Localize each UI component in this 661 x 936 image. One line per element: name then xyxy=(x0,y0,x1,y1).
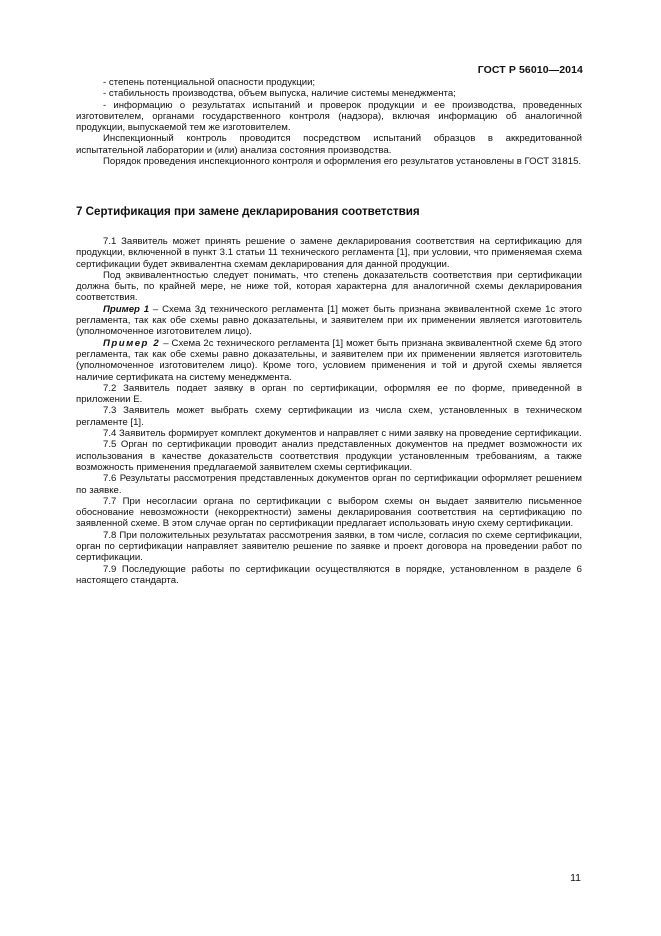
page-number: 11 xyxy=(570,872,581,884)
clause-7-9: 7.9 Последующие работы по сертификации осуществляются в порядке, установленном в разделе 6 настоящего стандарта. xyxy=(76,563,582,586)
clause-7-2: 7.2 Заявитель подает заявку в орган по сертификации, оформляя ее по форме, приведенной в приложении Е. xyxy=(76,382,582,406)
inspection-control-text xyxy=(76,77,582,167)
clause-7-5: 7.5 Орган по сертификации проводит анализ представленных документов на предмет возможности их использования в качестве доказательств соответствия продукции установленным требованиям, а также возможность применения предлагаемой заявителем схемы сертификации. xyxy=(76,439,582,473)
clause-7-6: 7.6 Результаты рассмотрения представленных документов орган по сертификации оформляет решением по заявке. xyxy=(76,473,582,496)
example-1-label: Пример 1 xyxy=(103,303,150,315)
clause-7-1: 7.1 Заявитель может принять решение о замене декларирования соответствия на сертификацию для продукции, включенной в пункт 3.1 статьи 11 технического регламента [1], при условии, что применяемая схема сертификации будет эквивалентна схемам декларирования для данной продукции. xyxy=(76,236,582,270)
clause-7-4: 7.4 Заявитель формирует комплект документов и направляет с ними заявку на проведение сертификации. xyxy=(103,428,582,440)
paragraph-procedure: Порядок проведения инспекционного контроля и оформления его результатов установлены в ГОСТ 31815. xyxy=(103,156,582,168)
list-item-hazard: - степень потенциальной опасности продукции; xyxy=(103,77,316,88)
document-code-header: ГОСТ Р 56010—2014 xyxy=(477,64,583,76)
list-item-test-results: - информацию о результатах испытаний и проверок продукции и ее производства, проведенных изготовителем, органами государственного контроля (надзора), включая информацию об аналогичной продукции, выпускаемой тем же изготовителем. xyxy=(76,99,582,134)
clause-7-7: 7.7 При несогласии органа по сертификации с выбором схемы он выдает заявителю письменное обоснование невозможности (некорректности) замены декларирования соответствия на сертификацию по заявленной схеме. В этом случае орган по сертификации предлагает использовать иную схему сертификации. xyxy=(76,495,582,530)
example-2 xyxy=(76,338,582,383)
clause-7-8: 7.8 При положительных результатах рассмотрения заявки, в том числе, согласия по схеме сертификации, орган по сертификации направляет заявителю решение по заявке и проект договора на проведении работ по сертификации. xyxy=(76,529,582,564)
example-1-text: – Схема 3д технического регламента [1] может быть признана эквивалентной схеме 1с этого регламента, так как обе схемы равно доказательны, и заявителем при их применении является изготовитель (уполномоченное изготовителем лицо). xyxy=(76,303,582,338)
example-2-text: – Схема 2с технического регламента [1] может быть признана эквивалентной схеме 6д этого регламента, так как обе схемы равно доказательны, и заявителем при их применении является изготовитель (уполномоченное изготовителем лицо). Кроме того, условием применения и той и другой схемы является наличие сертификата на систему менеджмента. xyxy=(76,337,582,383)
section-7-body xyxy=(76,236,582,586)
example-1 xyxy=(76,304,582,338)
section-7-heading: 7 Сертификация при замене декларирования соответствия xyxy=(76,205,420,218)
clause-7-1-equivalence: Под эквивалентностью следует понимать, что степень доказательств соответствия при сертификации должна быть, по крайней мере, не ниже той, которая характерна для аналогичной схемы декларирования соответствия. xyxy=(76,269,582,304)
clause-7-3: 7.3 Заявитель может выбрать схему сертификации из числа схем, установленных в техническом регламенте [1]. xyxy=(76,405,582,428)
example-2-label: Пример 2 xyxy=(103,337,161,349)
paragraph-inspection: Инспекционный контроль проводится посредством испытаний образцов в аккредитованной испытательной лаборатории и (или) анализа состояния производства. xyxy=(76,133,582,156)
list-item-stability: - стабильность производства, объем выпуска, наличие системы менеджмента; xyxy=(103,88,456,100)
